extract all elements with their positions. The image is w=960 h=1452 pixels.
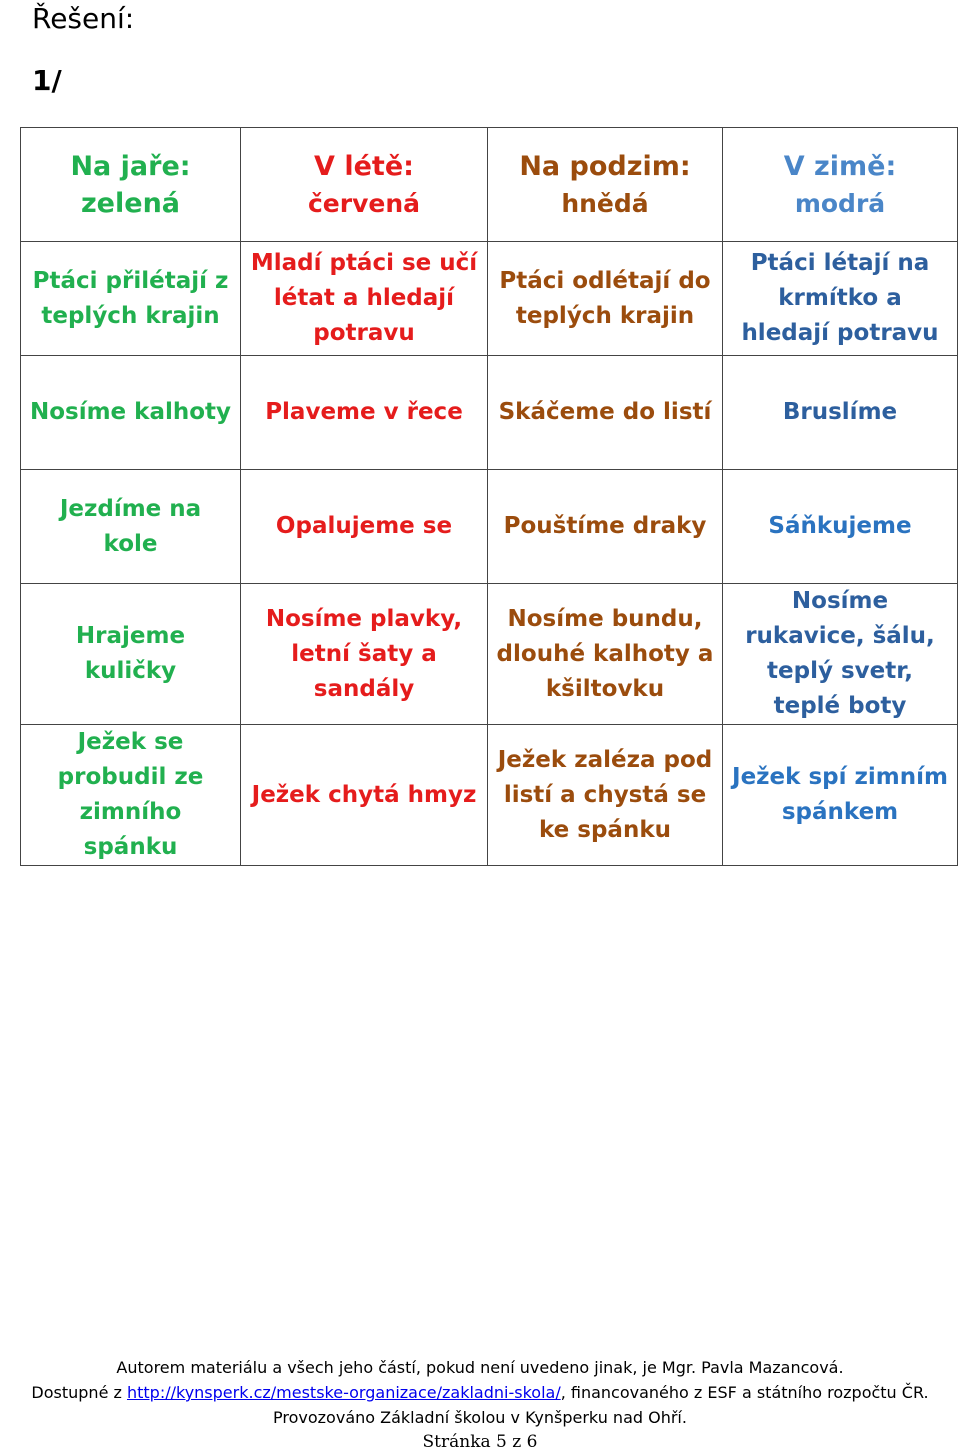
table-cell: Ptáci létají na krmítko a hledají potravu — [723, 242, 958, 356]
season-name: V zimě: — [783, 150, 897, 182]
footer-availability-prefix: Dostupné z — [31, 1383, 127, 1402]
seasons-table — [20, 127, 958, 866]
season-name: V létě: — [314, 150, 414, 182]
table-row — [21, 725, 958, 866]
table-cell: Nosíme kalhoty — [21, 356, 241, 470]
table-cell: Ježek se probudil ze zimního spánku — [21, 725, 241, 866]
table-cell: Mladí ptáci se učí létat a hledají potravu — [241, 242, 488, 356]
season-color-word: modrá — [794, 188, 886, 218]
page-number: Stránka 5 z 6 — [422, 1432, 538, 1452]
solution-heading: Řešení: — [32, 2, 135, 35]
season-color-word: červená — [307, 188, 421, 218]
season-color-word: zelená — [80, 187, 181, 219]
table-row — [21, 584, 958, 725]
season-name: Na podzim: — [519, 150, 691, 182]
table-cell: Hrajeme kuličky — [21, 584, 241, 725]
school-website-link[interactable]: http://kynsperk.cz/mestske-organizace/zakladni-skola/ — [126, 1383, 561, 1402]
table-cell: Ježek spí zimním spánkem — [723, 725, 958, 866]
season-color-word: hnědá — [561, 188, 649, 218]
table-cell: Bruslíme — [723, 356, 958, 470]
footer-availability — [0, 1383, 960, 1402]
table-row — [21, 470, 958, 584]
season-summer-header — [241, 128, 488, 242]
table-cell: Opalujeme se — [241, 470, 488, 584]
table-row — [21, 356, 958, 470]
exercise-number: 1/ — [32, 64, 62, 97]
table-cell: Nosíme rukavice, šálu, teplý svetr, teplé boty — [723, 584, 958, 725]
footer-operator: Provozováno Základní školou v Kynšperku nad Ohří. — [273, 1408, 687, 1427]
table-header-row — [21, 128, 958, 242]
table-cell: Ježek zaléza pod listí a chystá se ke spánku — [488, 725, 723, 866]
table-cell: Nosíme plavky, letní šaty a sandály — [241, 584, 488, 725]
table-cell: Plaveme v řece — [241, 356, 488, 470]
table-cell: Pouštíme draky — [488, 470, 723, 584]
table-cell: Skáčeme do listí — [488, 356, 723, 470]
season-name: Na jaře: — [70, 150, 191, 182]
season-spring-header — [21, 128, 241, 242]
season-autumn-header — [488, 128, 723, 242]
table-cell: Ptáci odlétají do teplých krajin — [488, 242, 723, 356]
table-cell: Jezdíme na kole — [21, 470, 241, 584]
table-row — [21, 242, 958, 356]
table-cell: Sáňkujeme — [723, 470, 958, 584]
footer-availability-suffix: , financovaného z ESF a státního rozpočtu ČR. — [560, 1383, 929, 1402]
table-cell: Ptáci přilétají z teplých krajin — [21, 242, 241, 356]
season-winter-header — [723, 128, 958, 242]
table-cell: Ježek chytá hmyz — [241, 725, 488, 866]
table-cell: Nosíme bundu, dlouhé kalhoty a kšiltovku — [488, 584, 723, 725]
footer-author: Autorem materiálu a všech jeho částí, pokud není uvedeno jinak, je Mgr. Pavla Mazancová. — [116, 1358, 844, 1377]
